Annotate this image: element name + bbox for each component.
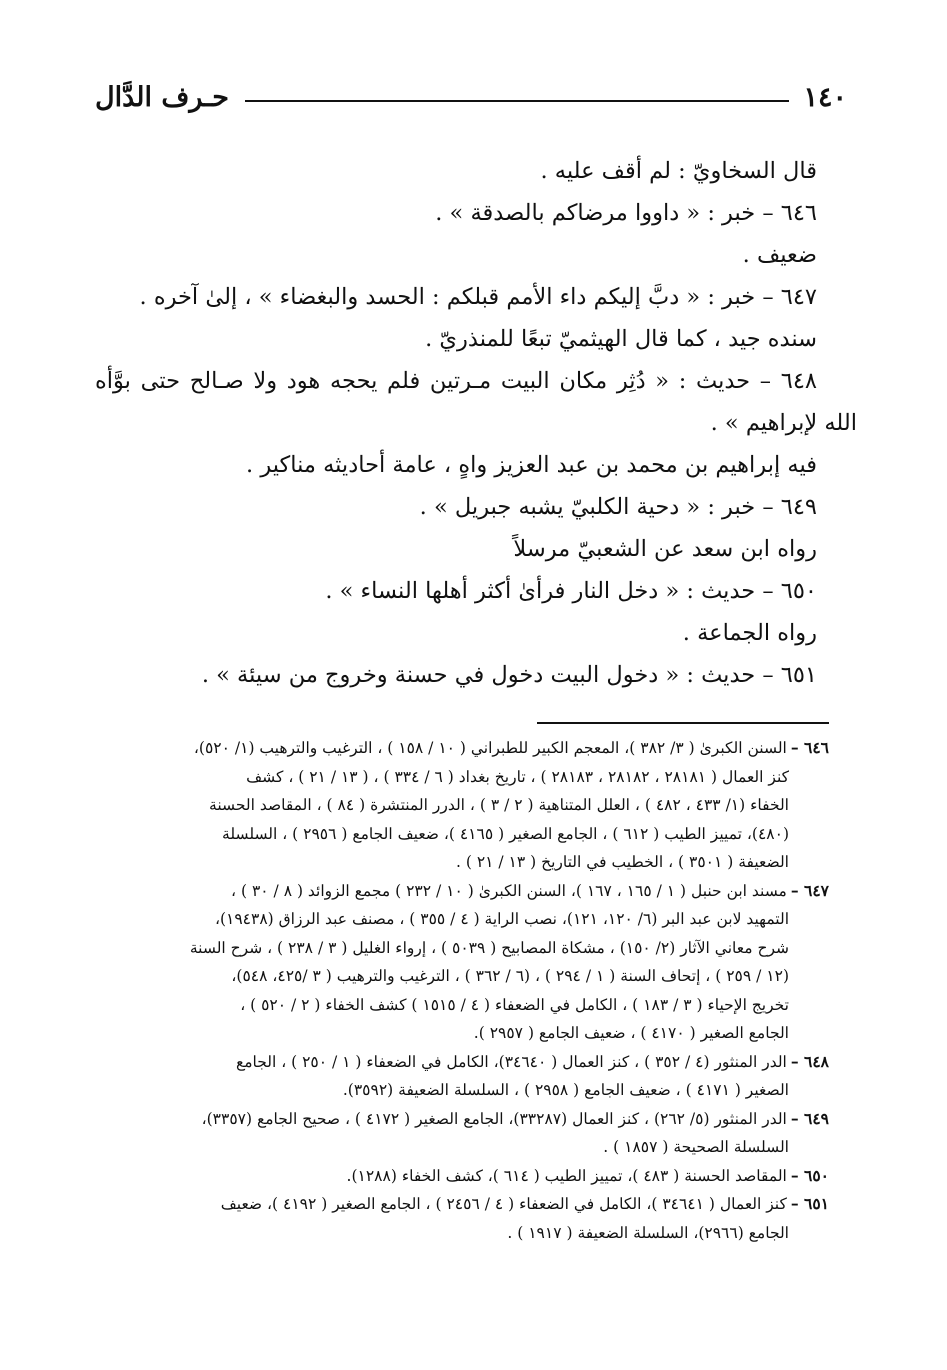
page-header bbox=[95, 78, 847, 122]
footnote-number: ٦٥٠ – bbox=[790, 1165, 829, 1185]
footnote-number: ٦٤٨ – bbox=[790, 1051, 829, 1071]
footnote-line: التمهيد لابن عبد البر (٦/ ١٢٠، ١٢١)، نصب الراية ( ٤ / ٣٥٥ ) ، مصنف عبد الرزاق (١٩٤٣٨)، bbox=[214, 910, 789, 928]
footnote-line: السلسلة الصحيحة ( ١٨٥٧ ) . bbox=[603, 1138, 789, 1156]
footnote-separator bbox=[537, 722, 829, 724]
text-line: رواه الجماعة . bbox=[682, 620, 817, 646]
footnote-line: شرح معاني الآثار (٢/ ١٥٠) ، مشكاة المصابيح ( ٥٠٣٩ ) ، إرواء الغليل ( ٣ / ٢٣٨ ) ، شرح السنة bbox=[189, 938, 789, 957]
text-line: ٦٥٠ – حديث : « دخل النار فرأىٰ أكثر أهلها النساء » . bbox=[325, 578, 817, 604]
footnote-line: الصغير ( ٤١٧١ ) ، ضعيف الجامع ( ٢٩٥٨ ) ، السلسلة الضعيفة (٣٥٩٢). bbox=[342, 1081, 789, 1099]
footnote bbox=[96, 1048, 829, 1105]
footnote-line: تخريج الإحياء ( ٣ / ١٨٣ ) ، الكامل في الضعفاء ( ٤ / ١٥١٥ ) كشف الخفاء ( ٢ / ٥٢٠ ) ، bbox=[240, 995, 789, 1014]
footnote-line: كنز العمال ( ٢٨١٨١ ، ٢٨١٨٢ ، ٢٨١٨٣ ) ، تاريخ بغداد ( ٦ / ٣٣٤ ) ، ( ١٣ / ٢١ ) ، كشف bbox=[246, 767, 789, 786]
text-line: ٦٤٨ – حديث : « دُثِر مكان البيت مـرتين فلم يحجه هود ولا صـالح حتى بوَّأه bbox=[95, 368, 817, 394]
text-line: رواه ابن سعد عن الشعبيّ مرسلاً bbox=[513, 536, 817, 562]
footnote-line: (٤٨٠)، تمييز الطيب ( ٦١٢ ) ، الجامع الصغير ( ٤١٦٥ )، ضعيف الجامع ( ٢٩٥٦ ) ، السلسلة bbox=[222, 824, 789, 843]
footnote-line: الدر المنثور (٤ / ٣٥٢ ) ، كنز العمال ( ٣٤٦٤٠)، الكامل في الضعفاء ( ١ / ٢٥٠ ) ، الجامع bbox=[235, 1052, 787, 1071]
footnote-line: الجامع الصغير ( ٤١٧٠ ) ، ضعيف الجامع ( ٢٩٥٧ ). bbox=[473, 1024, 789, 1042]
footnote-line: السنن الكبرىٰ ( ٣/ ٣٨٢ )، المعجم الكبير للطبراني ( ١٠ / ١٥٨ ) ، الترغيب والترهيب (١/ ٥٢٠)، bbox=[193, 739, 787, 757]
header-rule bbox=[245, 100, 789, 102]
text-line: ٦٤٦ – خبر : « داووا مرضاكم بالصدقة » . bbox=[435, 200, 817, 226]
text-line: ٦٤٩ – خبر : « دحية الكلبيّ يشبه جبريل » . bbox=[419, 494, 817, 520]
footnote bbox=[96, 734, 829, 877]
footnote bbox=[96, 877, 829, 1048]
text-line: ٦٤٧ – خبر : « دبَّ إليكم داء الأمم قبلكم : الحسد والبغضاء » ، إلىٰ آخره . bbox=[139, 284, 817, 310]
footnote bbox=[96, 1105, 829, 1162]
footnote-line: (١٢ / ٢٥٩ ) ، إتحاف السنة ( ١ / ٢٩٤ ) ، (٦ / ٣٦٢ ) ، الترغيب والترهيب ( ٣ /٤٢٥، ٥٤٨)، bbox=[231, 967, 789, 985]
text-line: الله لإبراهيم » . bbox=[710, 410, 857, 436]
footnote-line: كنز العمال ( ٣٤٦٤١ )، الكامل في الضعفاء ( ٤ / ٢٤٥٦ ) ، الجامع الصغير ( ٤١٩٢ )، ضعيف bbox=[220, 1195, 787, 1213]
footnotes bbox=[96, 734, 829, 1247]
text-line: سنده جيد ، كما قال الهيثميّ تبعًا للمنذريّ . bbox=[425, 326, 817, 352]
footnote-line: مسند ابن حنبل ( ١ / ١٦٥ ، ١٦٧ )، السنن الكبرىٰ ( ١٠ / ٢٣٢ ) مجمع الزوائد ( ٨ / ٣٠ ) ، bbox=[231, 881, 787, 900]
footnote-number: ٦٥١ – bbox=[790, 1194, 829, 1213]
text-line: فيه إبراهيم بن محمد بن عبد العزيز واهٍ ، عامة أحاديثه مناكير . bbox=[246, 452, 817, 478]
chapter-title: حـرف الدَّال bbox=[95, 82, 229, 113]
footnote bbox=[96, 1162, 829, 1191]
footnote-line: الدر المنثور (٥/ ٢٦٢) ، كنز العمال (٣٣٢٨٧)، الجامع الصغير ( ٤١٧٢ ) ، صحيح الجامع (٣٣٥٧)، bbox=[201, 1109, 787, 1128]
footnote-line: الخفاء (١/ ٤٣٣ ، ٤٨٢ ) ، العلل المتناهية ( ٢ / ٣ ) ، الدرر المنتشرة ( ٨٤ ) ، المقاصد الحسنة bbox=[209, 796, 789, 814]
footnote-line: الجامع (٢٩٦٦)، السلسلة الضعيفة ( ١٩١٧ ) . bbox=[507, 1223, 789, 1242]
footnote-line: المقاصد الحسنة ( ٤٨٣ )، تمييز الطيب ( ٦١٤ )، كشف الخفاء (١٢٨٨). bbox=[346, 1166, 787, 1185]
footnote-number: ٦٤٧ – bbox=[790, 880, 829, 900]
footnote-number: ٦٤٦ – bbox=[790, 738, 829, 757]
page-number: ١٤٠ bbox=[803, 82, 847, 113]
text-line: ٦٥١ – حديث : « دخول البيت دخول في حسنة وخروج من سيئة » . bbox=[201, 662, 817, 688]
text-line: ضعيف . bbox=[742, 242, 817, 268]
main-text bbox=[95, 150, 857, 696]
footnote-line: الضعيفة ( ٣٥٠١ ) ، الخطيب في التاريخ ( ١٣ / ٢١ ) . bbox=[455, 853, 789, 871]
footnote-number: ٦٤٩ – bbox=[790, 1108, 829, 1128]
text-line: قال السخاويّ : لم أقف عليه . bbox=[540, 158, 817, 184]
footnote bbox=[96, 1190, 829, 1247]
